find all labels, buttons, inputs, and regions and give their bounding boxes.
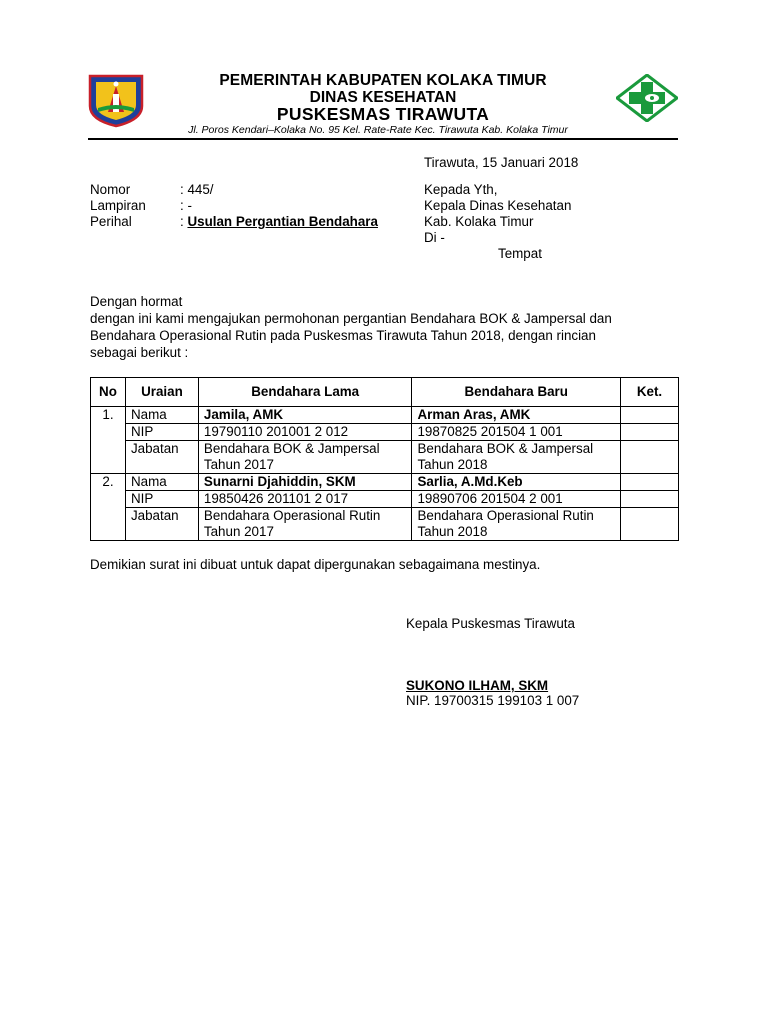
table-row	[91, 474, 679, 491]
lampiran-label: Lampiran	[90, 198, 146, 213]
nomor-label: Nomor	[90, 182, 131, 197]
row-label: Jabatan	[125, 508, 198, 541]
row-number: 2.	[91, 474, 126, 541]
body-line-2: Bendahara Operasional Rutin pada Puskesmas Tirawuta Tahun 2018, dengan rincian	[90, 328, 596, 343]
body-line-1: dengan ini kami mengajukan permohonan pergantian Bendahara BOK & Jampersal dan	[90, 311, 612, 326]
recipient-line-5: Tempat	[498, 246, 542, 261]
lama-value: Sunarni Djahiddin, SKM	[198, 474, 412, 491]
baru-value: 19870825 201504 1 001	[412, 424, 621, 441]
perihal-label: Perihal	[90, 214, 132, 229]
recipient-line-1: Kepada Yth,	[424, 182, 498, 197]
lama-value: 19850426 201101 2 017	[198, 491, 412, 508]
row-label: NIP	[125, 424, 198, 441]
lama-value: Bendahara BOK & Jampersal Tahun 2017	[198, 441, 412, 474]
lama-value: Jamila, AMK	[198, 407, 412, 424]
ket-value	[621, 441, 679, 474]
col-ket: Ket.	[621, 378, 679, 407]
baru-value: Arman Aras, AMK	[412, 407, 621, 424]
col-uraian: Uraian	[125, 378, 198, 407]
ket-value	[621, 508, 679, 541]
header-puskesmas: PUSKESMAS TIRAWUTA	[276, 104, 490, 124]
signature-nip: NIP. 19700315 199103 1 007	[406, 693, 580, 708]
signature-name: SUKONO ILHAM, SKM	[406, 678, 549, 693]
nomor-value: : 445/	[180, 182, 214, 197]
row-label: NIP	[125, 491, 198, 508]
header-department: DINAS KESEHATAN	[309, 89, 457, 106]
col-no: No	[91, 378, 126, 407]
signature-title: Kepala Puskesmas Tirawuta	[406, 616, 575, 631]
col-baru: Bendahara Baru	[412, 378, 621, 407]
baru-value: Bendahara Operasional Rutin Tahun 2018	[412, 508, 621, 541]
header-address: Jl. Poros Kendari–Kolaka No. 95 Kel. Rate-Rate Kec. Tirawuta Kab. Kolaka Timur	[188, 124, 568, 136]
greeting: Dengan hormat	[90, 294, 183, 309]
recipient-line-3: Kab. Kolaka Timur	[424, 214, 534, 229]
baru-value: 19890706 201504 2 001	[412, 491, 621, 508]
ket-value	[621, 491, 679, 508]
col-lama: Bendahara Lama	[198, 378, 412, 407]
recipient-line-4: Di -	[424, 230, 445, 245]
header-divider	[88, 138, 678, 140]
row-label: Nama	[125, 407, 198, 424]
ket-value	[621, 424, 679, 441]
lama-value: Bendahara Operasional Rutin Tahun 2017	[198, 508, 412, 541]
table-row	[91, 424, 679, 441]
header-government: PEMERINTAH KABUPATEN KOLAKA TIMUR	[219, 72, 547, 89]
row-label: Nama	[125, 474, 198, 491]
row-number: 1.	[91, 407, 126, 474]
puskesmas-logo-icon	[616, 74, 678, 122]
row-label: Jabatan	[125, 441, 198, 474]
kolaka-timur-emblem-icon	[86, 72, 146, 128]
ket-value	[621, 474, 679, 491]
baru-value: Sarlia, A.Md.Keb	[412, 474, 621, 491]
table-row	[91, 407, 679, 424]
lama-value: 19790110 201001 2 012	[198, 424, 412, 441]
lampiran-value: : -	[180, 198, 192, 213]
body-line-3: sebagai berikut :	[90, 345, 189, 360]
letter-date: Tirawuta, 15 Januari 2018	[424, 155, 579, 170]
table-header-row	[91, 378, 679, 407]
recipient-line-2: Kepala Dinas Kesehatan	[424, 198, 572, 213]
treasurer-table	[90, 377, 679, 541]
table-row	[91, 491, 679, 508]
perihal-value: : Usulan Pergantian Bendahara	[180, 214, 378, 229]
ket-value	[621, 407, 679, 424]
baru-value: Bendahara BOK & Jampersal Tahun 2018	[412, 441, 621, 474]
closing-text: Demikian surat ini dibuat untuk dapat dipergunakan sebagaimana mestinya.	[90, 557, 541, 572]
table-row	[91, 508, 679, 541]
table-row	[91, 441, 679, 474]
